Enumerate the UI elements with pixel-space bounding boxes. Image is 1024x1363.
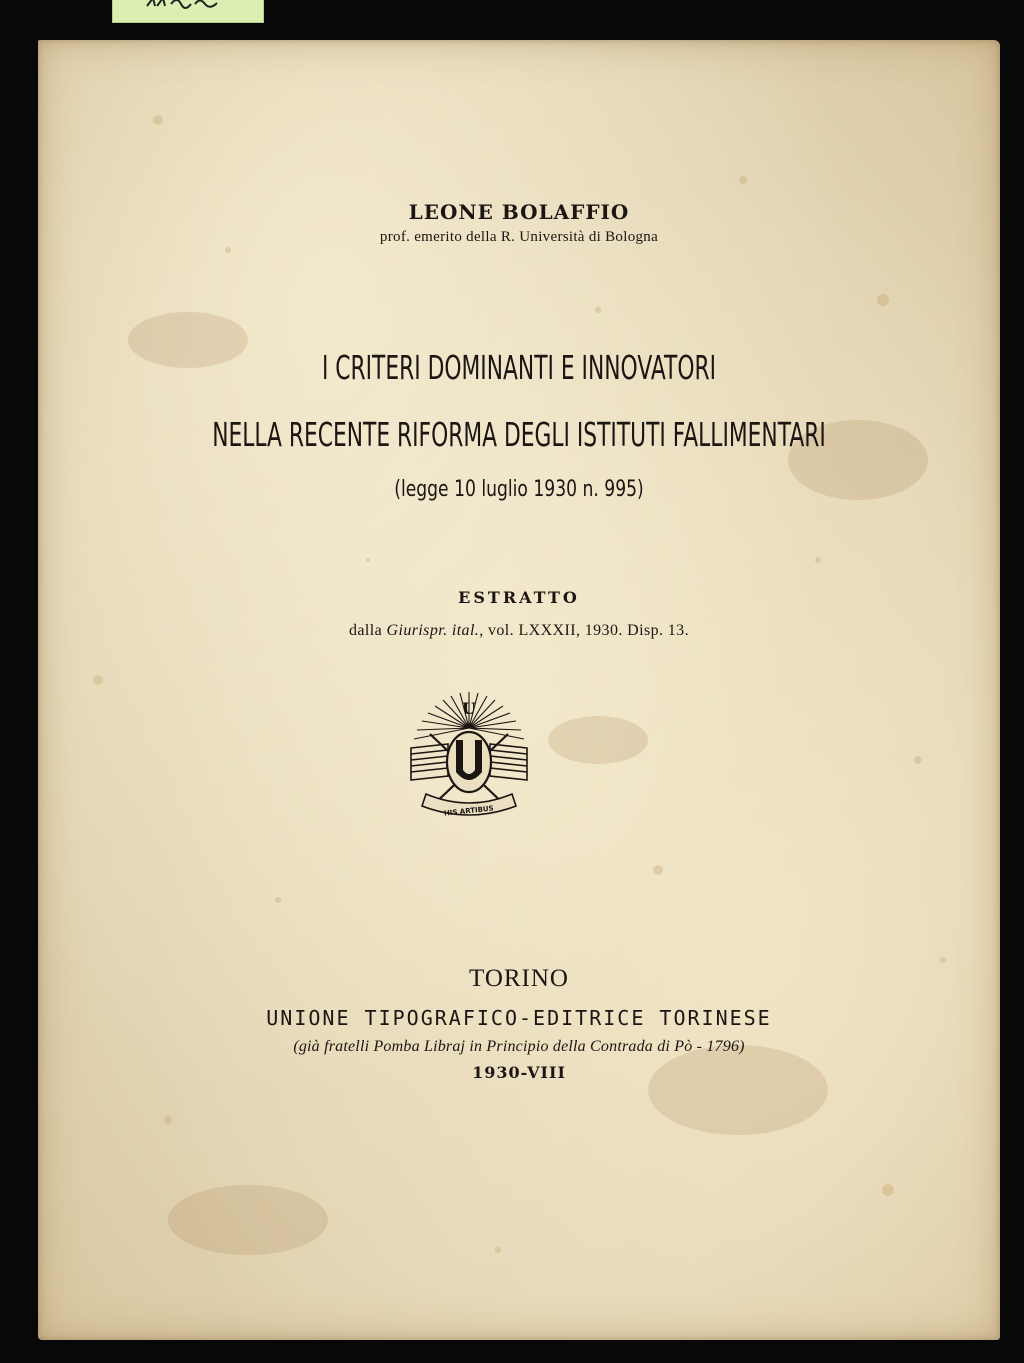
handwritten-mark-icon: [143, 0, 233, 12]
extract-source-prefix: dalla: [349, 622, 387, 639]
emblem-book-left: [411, 744, 448, 780]
emblem-monogram: U: [462, 699, 476, 718]
author-name: LEONE BOLAFFIO: [408, 200, 630, 224]
author-affiliation: prof. emerito della R. Università di Bologna: [379, 229, 659, 245]
emblem-motto: HIS ARTIBUS: [443, 804, 495, 818]
imprint-publisher: UNIONE TIPOGRAFICO-EDITRICE TORINESE: [266, 1006, 772, 1030]
imprint-date: 1930-VIII: [472, 1063, 566, 1082]
extract-heading: ESTRATTO: [458, 588, 580, 607]
extract-source-journal: Giurispr. ital.: [386, 622, 480, 639]
library-sticker: [112, 0, 264, 23]
extract-source-suffix: , vol. LXXXII, 1930. Disp. 13.: [479, 622, 689, 639]
extract-source: [38, 622, 1000, 640]
title-line-2: NELLA RECENTE RIFORMA DEGLI ISTITUTI FALLIMENTARI: [212, 415, 826, 454]
cover-page: [38, 40, 1000, 1340]
emblem-book-right: [490, 744, 527, 780]
imprint-city: TORINO: [469, 965, 569, 992]
law-reference: (legge 10 luglio 1930 n. 995): [394, 477, 644, 502]
publisher-emblem-icon: [408, 690, 530, 830]
title-line-1: I CRITERI DOMINANTI E INNOVATORI: [321, 348, 717, 387]
imprint-publisher-note: (già fratelli Pomba Libraj in Principio della Contrada di Pò - 1796): [293, 1038, 745, 1055]
